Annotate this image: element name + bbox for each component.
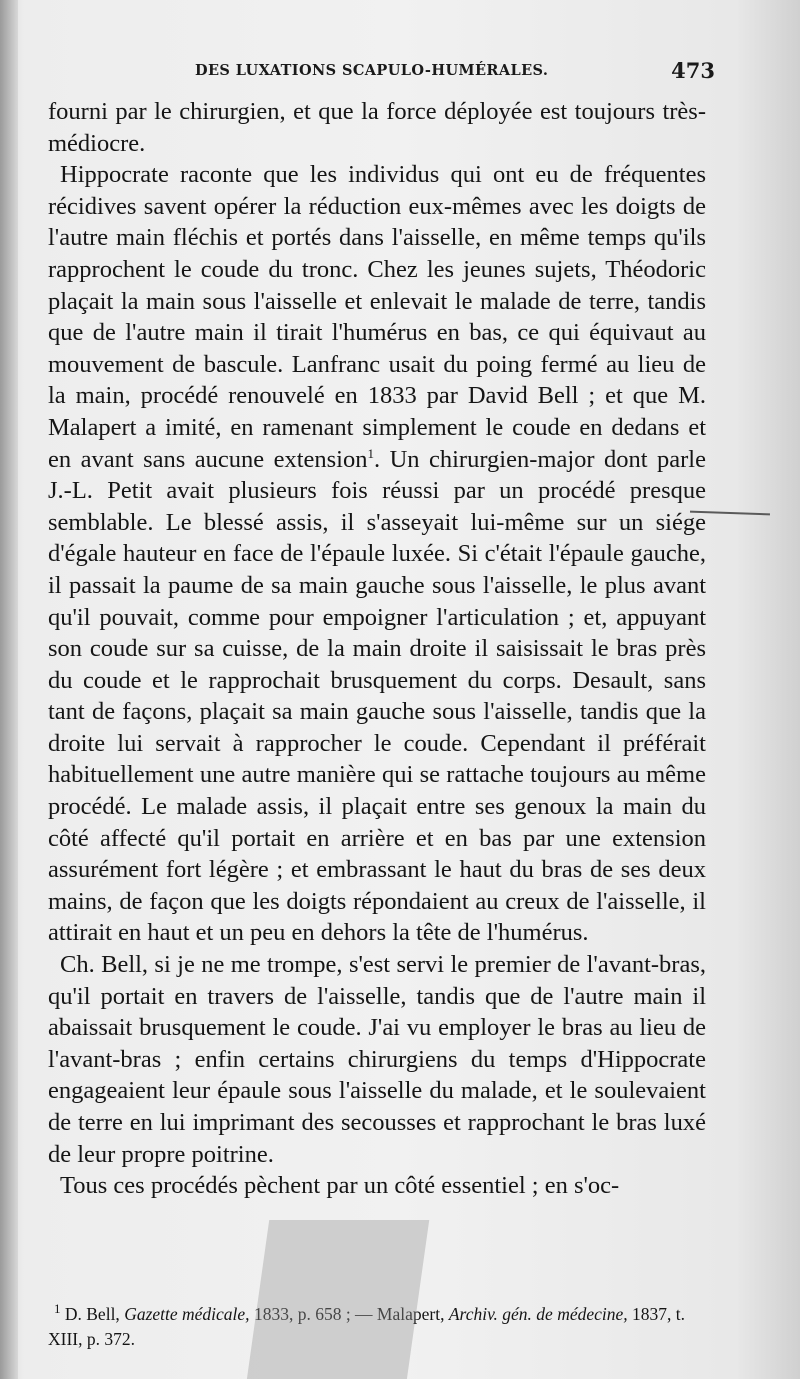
binding-shadow [0, 0, 18, 1379]
footnote-reference: 1 [367, 445, 374, 461]
footnotes [48, 1302, 708, 1352]
paragraph-3: Ch. Bell, si je ne me trompe, s'est servi le premier de l'avant-bras, qu'il portait en travers de l'aisselle, tandis que de l'autre main il abaissait brusquement le coude. J'ai vu employer le bras au lieu de l'avant-bras ; enfin certains chirurgiens du temps d'Hippocrate engageaient leur épaule sous l'aisselle du malade, et le soulevaient de terre en lui imprimant des secousses et rapprochant le bras luxé de leur propre poitrine. [48, 951, 706, 1168]
footnote-source-1: Gazette médicale, [124, 1304, 250, 1324]
paragraph-2 [48, 159, 706, 949]
paragraph-2-continuation: . Un chirurgien-major dont parle J.-L. Petit avait plusieurs fois réussi par un procédé presque semblable. Le blessé assis, il s'asseyait lui-même sur un siége d'égale hauteur en face de l'épaule luxée. Si c'était l'épaule gauche, il passait la paume de sa main gauche sous l'aisselle, le plus avant qu'il pouvait, comme pour empoigner l'articulation ; et, appuyant son coude sur sa cuisse, de la main droite il saisissait le bras près du coude et le rapprochait brusquement du corps. Desault, sans tant de façons, plaçait sa main gauche sous l'aisselle, tandis que la droite lui servait à rapprocher le coude. Cependant il préférait habituellement une autre manière qui se rattache toujours au même procédé. Le malade assis, il plaçait entre ses genoux la main du côté affecté qu'il portait en arrière et en bas par une extension assurément fort légère ; et embrassant le haut du bras de ses deux mains, de façon que les doigts répondaient au creux de l'aisselle, il attirait en haut et un peu en dehors la tête de l'humérus. [48, 445, 706, 947]
paragraph-1: fourni par le chirurgien, et que la force déployée est toujours très-médiocre. [48, 98, 706, 157]
body-text [48, 96, 706, 1202]
paragraph-2-text: Hippocrate raconte que les individus qui ont eu de fréquentes récidives savent opérer la réduction eux-mêmes avec les doigts de l'autre main fléchis et portés dans l'aisselle, en même temps qu'ils rapprochent le coude du tronc. Chez les jeunes sujets, Théodoric plaçait la main sous l'aisselle et enlevait le malade de terre, tandis que de l'autre main il tirait l'humérus en bas, ce qui équivaut au mouvement de bascule. Lanfranc usait du poing fermé au lieu de la main, procédé renouvelé en 1833 par David Bell ; et que M. Malapert a imité, en ramenant simplement le coude en dedans et en avant sans aucune extension [48, 161, 706, 473]
footnote-ref-1: 1833, p. 658 ; — Malapert, [253, 1304, 445, 1324]
page-header [50, 58, 715, 88]
footnote-mark: 1 [54, 1301, 61, 1317]
running-title: DES LUXATIONS SCAPULO-HUMÉRALES. [195, 62, 549, 79]
page-number: 473 [671, 58, 715, 83]
footnote-source-2: Archiv. gén. de médecine, [448, 1304, 628, 1324]
footnote-1 [48, 1302, 708, 1352]
footnote-ref-2: 1837, t. XIII, p. 372. [48, 1304, 686, 1349]
footnote-author: D. Bell, [64, 1304, 120, 1324]
tape-patch [247, 1220, 429, 1379]
paragraph-4: Tous ces procédés pèchent par un côté essentiel ; en s'oc- [60, 1172, 620, 1200]
